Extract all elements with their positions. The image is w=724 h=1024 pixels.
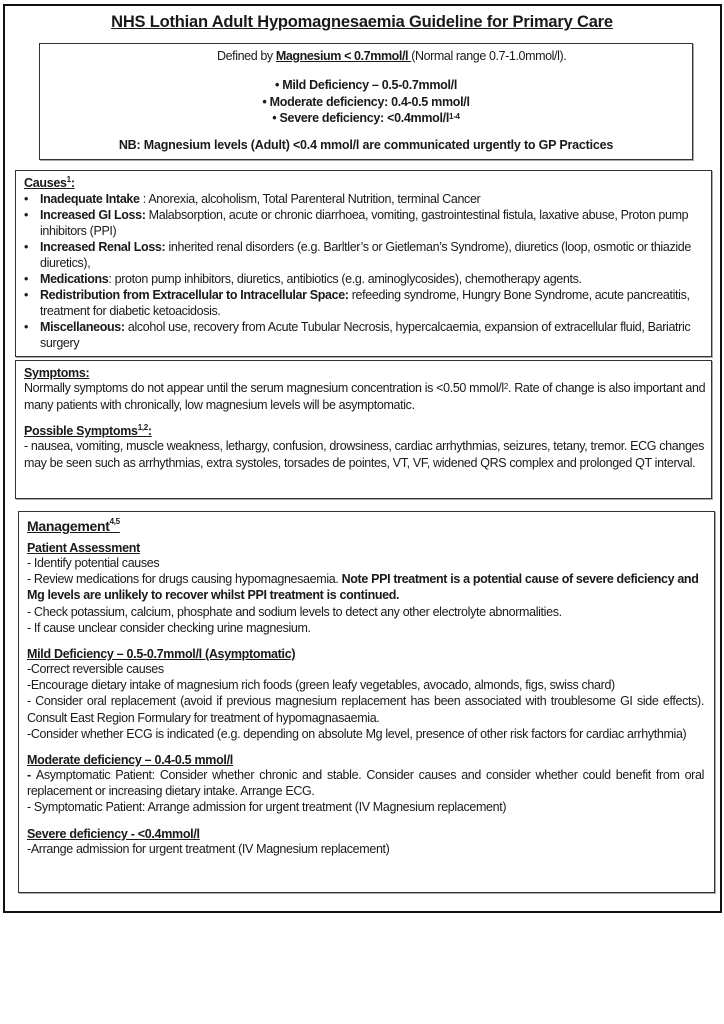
definition-value: Magnesium < 0.7mmol/l: [275, 49, 412, 63]
management-heading: Management$^{4,5}$: [27, 517, 120, 534]
definition-prefix: Defined by: [217, 49, 276, 63]
cause-item: • Redistribution from Extracellular to Intracellular Space: refeeding syndrome, Hungry Bone Syndrome, acute pancreatitis, treatment for diabetic ketoacidosis.: [24, 288, 690, 318]
nb-note: NB: Magnesium levels (Adult) <0.4 mmol/l are communicated urgently to GP Practices: [118, 138, 614, 152]
cause-item: • Increased GI Loss: Malabsorption, acute or chronic diarrhoea, vomiting, gastrointestinal fistula, laxative abuse, Proton pump inhibitors (PPI): [24, 208, 689, 238]
symptoms-text: Normally symptoms do not appear until the serum magnesium concentration is <0.50 mmol/$l^2$. Rate of change is also important and many patients with chronically, low magnesium levels will be asymptomatic.: [24, 381, 706, 412]
assessment-line: - Identify potential causes: [27, 556, 160, 570]
assessment-line: - Review medications for drugs causing hypomagnesaemia. Note PPI treatment is a potential cause of severe deficiency and Mg levels are unlikely to recover whilst PPI treatment is continued.: [27, 572, 699, 603]
moderate-line: - Symptomatic Patient: Arrange admission for urgent treatment (IV Magnesium replacement): [27, 800, 507, 815]
moderate-deficiency-heading: Moderate deficiency – 0.4-0.5 mmol/l: [27, 753, 233, 768]
assessment-line: - If cause unclear consider checking urine magnesium.: [27, 620, 311, 635]
moderate-line: - Asymptomatic Patient: Consider whether chronic and stable. Consider causes and consider whether could benefit from oral replacement or increasing dietary intake. Arrange ECG.: [27, 768, 705, 799]
mild-deficiency-heading: Mild Deficiency – 0.5-0.7mmol/l (Asymptomatic): [27, 647, 296, 662]
possible-symptoms-text: - nausea, vomiting, muscle weakness, lethargy, confusion, drowsiness, cardiac arrhythmias, seizures, tetany, tremor. ECG changes may be seen such as arrhythmias, extra systoles, torsades de pointes, VT, VF, widened QRS complex and prolonged QT interval.: [24, 439, 705, 470]
causes-section: [15, 170, 712, 357]
definition-box: [39, 43, 693, 160]
level-severe: • Severe deficiency: $<0.4mmol/l^{1-4}$: [272, 111, 460, 125]
cause-item: • Miscellaneous: alcohol use, recovery from Acute Tubular Necrosis, hypercalcaemia, expansion of extracellular fluid, Bariatric surgery: [24, 320, 691, 350]
severe-deficiency-heading: Severe deficiency - <0.4mmol/l: [27, 826, 200, 841]
causes-list: [24, 191, 711, 351]
mild-line: -Encourage dietary intake of magnesium rich foods (green leafy vegetables, avocado, almonds, figs, swiss chard): [27, 678, 615, 693]
definition-suffix: (Normal range 0.7-1.0mmol/l).: [411, 49, 567, 63]
symptoms-heading: Symptoms:: [24, 366, 90, 380]
mild-line: -Correct reversible causes: [27, 662, 164, 677]
level-mild: • Mild Deficiency – 0.5-0.7mmol/l: [274, 78, 458, 92]
level-moderate: • Moderate deficiency: 0.4-0.5 mmol/l: [262, 94, 470, 109]
page-title: NHS Lothian Adult Hypomagnesaemia Guideline for Primary Care: [111, 13, 613, 31]
assessment-line: - Check potassium, calcium, phosphate and sodium levels to detect any other electrolyte abnormalities.: [27, 604, 562, 619]
severe-line: -Arrange admission for urgent treatment (IV Magnesium replacement): [27, 841, 390, 856]
patient-assessment-heading: Patient Assessment: [27, 541, 140, 555]
causes-heading: Causes$^1$:: [24, 175, 75, 190]
management-section: [18, 511, 715, 893]
mild-line: -Consider whether ECG is indicated (e.g. depending on absolute Mg level, presence of other risk factors for cardiac arrhythmia): [27, 726, 687, 741]
cause-item: • Inadequate Intake : Anorexia, alcoholism, Total Parenteral Nutrition, terminal Cancer: [24, 192, 481, 206]
mild-line: - Consider oral replacement (avoid if previous magnesium replacement has been associated with troublesome GI side effects). Consult East Region Formulary for treatment of hypomagnasaemia.: [27, 694, 704, 725]
symptoms-section: [15, 360, 712, 499]
cause-item: • Increased Renal Loss: inherited renal disorders (e.g. Barltler’s or Gietleman’s Syndrome), diuretics (loop, osmotic or thiazide diuretics),: [24, 240, 691, 270]
deficiency-levels: [40, 77, 692, 127]
possible-symptoms-heading: Possible Symptoms$^{1,2}$:: [24, 423, 152, 438]
cause-item: • Medications: proton pump inhibitors, diuretics, antibiotics (e.g. aminoglycosides), chemotherapy agents.: [24, 272, 582, 286]
